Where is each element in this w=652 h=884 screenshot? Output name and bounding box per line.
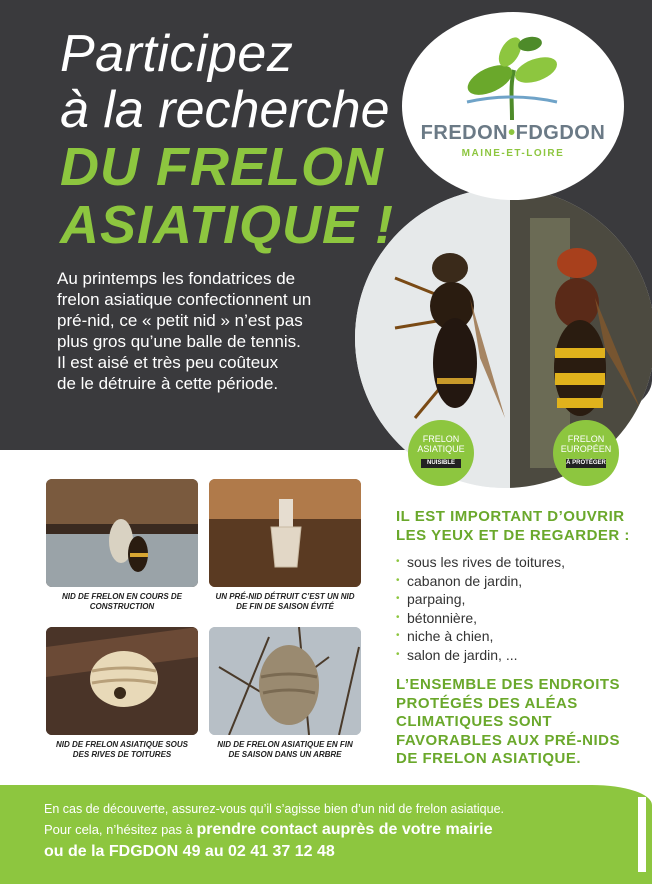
footer-line-2b: prendre contact auprès de votre mairie [196,821,493,838]
logo-brand-a: FREDON [420,122,509,144]
nest-caption: NID DE FRELON ASIATIQUE SOUS DES RIVES DE TOITURES [55,740,188,759]
badge-label: ASIATIQUE [417,444,465,454]
list-item: • niche à chien, [396,627,646,646]
asian-hornet-badge [408,420,474,486]
logo-brand-b: FDGDON [515,122,606,144]
intro-text [57,268,347,394]
places-list [396,553,646,664]
badge-tag: NUISIBLE [421,459,461,468]
badge-tag: À PROTÉGER [566,460,606,466]
footer-side-strip [638,797,646,872]
page-title [60,25,394,255]
nest-photo-tree [209,627,361,735]
logo-dot: • [508,122,516,144]
conclusion-text: L’ENSEMBLE DES ENDROITS PROTÉGÉS DES ALÉAS CLIMATIQUES SONT FAVORABLES AUX PRÉ-NIDS DE FRELON ASIATIQUE. [396,676,621,767]
list-item: • salon de jardin, ... [396,646,646,665]
badge-label: FRELON [422,434,460,444]
fredon-fdgdon-logo [402,12,624,200]
intro-line: Au printemps les fondatrices de [57,269,296,288]
european-hornet-badge [553,420,619,486]
important-heading: IL EST IMPORTANT D’OUVRIR LES YEUX ET DE REGARDER : [396,508,630,544]
intro-line: plus gros qu’une balle de tennis. [57,332,301,351]
plant-logo-icon [462,30,562,120]
list-item: • parpaing, [396,590,646,609]
list-item: • bétonnière, [396,609,646,628]
title-line-1: Participez [60,25,294,83]
nest-photo-pre-nest [209,479,361,587]
title-line-4: ASIATIQUE ! [60,195,394,255]
nest-caption: NID DE FRELON ASIATIQUE EN FIN DE SAISON DANS UN ARBRE [217,740,353,759]
nest-caption: NID DE FRELON EN COURS DE CONSTRUCTION [61,592,182,611]
nest-photo-construction [46,479,198,587]
badge-label: EUROPÉEN [560,444,612,454]
footer-contact-phone: ou de la FDGDON 49 au 02 41 37 12 48 [44,843,335,860]
intro-line: de le détruire à cette période. [57,374,279,393]
footer-line-2 [44,821,493,839]
contact-footer [0,785,652,884]
title-line-3: DU FRELON [60,137,384,197]
nest-photo-roof [46,627,198,735]
important-section [396,507,646,769]
badge-label: FRELON [567,434,605,444]
logo-subtitle: MAINE-ET-LOIRE [461,148,565,159]
list-item: • sous les rives de toitures, [396,553,646,572]
title-line-2: à la recherche [60,81,390,139]
intro-line: pré-nid, ce « petit nid » n’est pas [57,311,303,330]
intro-line: Il est aisé et très peu coûteux [57,353,279,372]
nest-caption: UN PRÉ-NID DÉTRUIT C’EST UN NID DE FIN DE SAISON ÉVITÉ [215,592,355,611]
list-item: • cabanon de jardin, [396,572,646,591]
footer-line-2a: Pour cela, n’hésitez pas à [44,822,197,837]
intro-line: frelon asiatique confectionnent un [57,290,312,309]
footer-line-1: En cas de découverte, assurez-vous qu’il s’agisse bien d’un nid de frelon asiatique. [44,802,504,816]
logo-brand [402,122,624,145]
